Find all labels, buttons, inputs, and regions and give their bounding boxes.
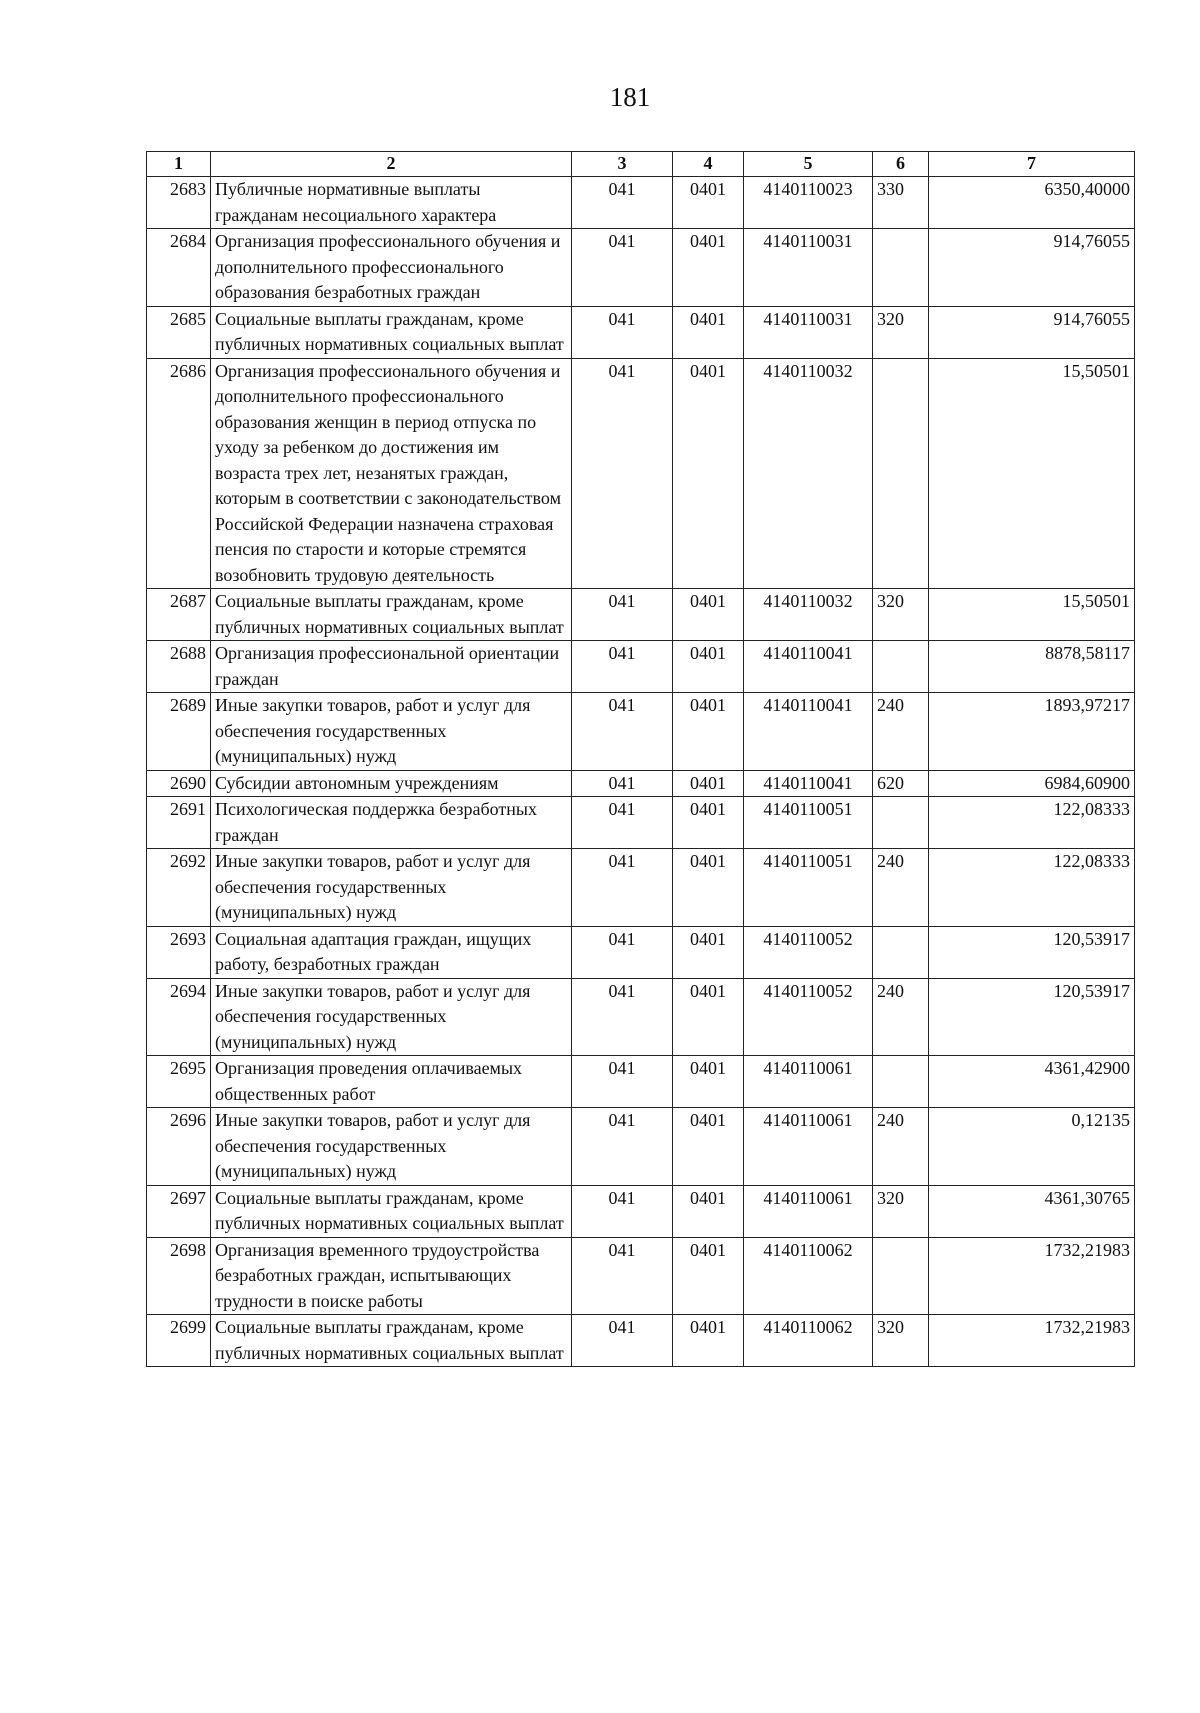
header-col-4: 4 <box>673 152 744 177</box>
header-col-3: 3 <box>572 152 673 177</box>
header-col-2: 2 <box>211 152 572 177</box>
row-code-4: 0401 <box>673 797 744 849</box>
row-description: Субсидии автономным учреждениям <box>211 770 572 797</box>
row-code-4: 0401 <box>673 1185 744 1237</box>
table-row <box>147 978 1135 1056</box>
row-code-3: 041 <box>572 693 673 771</box>
row-number: 2697 <box>147 1185 211 1237</box>
row-number: 2699 <box>147 1315 211 1367</box>
row-number: 2688 <box>147 641 211 693</box>
row-code-6: 620 <box>873 770 929 797</box>
row-code-3: 041 <box>572 1056 673 1108</box>
table-row <box>147 1315 1135 1367</box>
row-code-6: 320 <box>873 589 929 641</box>
row-code-4: 0401 <box>673 358 744 589</box>
row-description: Организация профессионального обучения и дополнительного профессионального образования женщин в период отпуска по уходу за ребенком до достижения им возраста трех лет, незанятых граждан, которым в соответствии с законодательством Российской Федерации назначена страховая пенсия по старости и которые стремятся возобновить трудовую деятельность <box>211 358 572 589</box>
row-description: Организация временного трудоустройства безработных граждан, испытывающих трудности в поиске работы <box>211 1237 572 1315</box>
row-code-5: 4140110062 <box>744 1237 873 1315</box>
row-code-6 <box>873 1056 929 1108</box>
row-amount: 120,53917 <box>929 978 1135 1056</box>
row-amount: 15,50501 <box>929 358 1135 589</box>
row-amount: 1732,21983 <box>929 1237 1135 1315</box>
row-code-6 <box>873 797 929 849</box>
row-amount: 122,08333 <box>929 849 1135 927</box>
row-code-4: 0401 <box>673 1315 744 1367</box>
row-code-3: 041 <box>572 978 673 1056</box>
row-code-6: 240 <box>873 693 929 771</box>
row-code-4: 0401 <box>673 1237 744 1315</box>
row-code-5: 4140110051 <box>744 797 873 849</box>
row-description: Социальные выплаты гражданам, кроме публичных нормативных социальных выплат <box>211 1315 572 1367</box>
row-description: Социальные выплаты гражданам, кроме публичных нормативных социальных выплат <box>211 1185 572 1237</box>
row-description: Социальные выплаты гражданам, кроме публичных нормативных социальных выплат <box>211 306 572 358</box>
row-code-3: 041 <box>572 641 673 693</box>
row-number: 2687 <box>147 589 211 641</box>
row-description: Иные закупки товаров, работ и услуг для обеспечения государственных (муниципальных) нужд <box>211 1108 572 1186</box>
row-amount: 914,76055 <box>929 229 1135 307</box>
row-number: 2691 <box>147 797 211 849</box>
row-code-6: 320 <box>873 1185 929 1237</box>
row-code-4: 0401 <box>673 978 744 1056</box>
header-col-1: 1 <box>147 152 211 177</box>
row-code-3: 041 <box>572 770 673 797</box>
row-code-6: 330 <box>873 177 929 229</box>
header-col-5: 5 <box>744 152 873 177</box>
header-col-6: 6 <box>873 152 929 177</box>
table-row <box>147 926 1135 978</box>
row-code-5: 4140110041 <box>744 641 873 693</box>
row-code-3: 041 <box>572 926 673 978</box>
row-code-5: 4140110023 <box>744 177 873 229</box>
row-code-3: 041 <box>572 1237 673 1315</box>
row-amount: 1732,21983 <box>929 1315 1135 1367</box>
row-number: 2698 <box>147 1237 211 1315</box>
row-number: 2689 <box>147 693 211 771</box>
table-row <box>147 693 1135 771</box>
table-row <box>147 1108 1135 1186</box>
table-row <box>147 770 1135 797</box>
table-row <box>147 306 1135 358</box>
table-row <box>147 1237 1135 1315</box>
row-number: 2684 <box>147 229 211 307</box>
row-number: 2685 <box>147 306 211 358</box>
row-code-5: 4140110061 <box>744 1056 873 1108</box>
row-amount: 4361,42900 <box>929 1056 1135 1108</box>
table-row <box>147 358 1135 589</box>
row-code-4: 0401 <box>673 770 744 797</box>
row-code-4: 0401 <box>673 306 744 358</box>
row-description: Организация профессионального обучения и дополнительного профессионального образования безработных граждан <box>211 229 572 307</box>
row-number: 2690 <box>147 770 211 797</box>
row-code-3: 041 <box>572 797 673 849</box>
row-description: Иные закупки товаров, работ и услуг для обеспечения государственных (муниципальных) нужд <box>211 849 572 927</box>
row-number: 2695 <box>147 1056 211 1108</box>
row-code-5: 4140110052 <box>744 926 873 978</box>
row-number: 2693 <box>147 926 211 978</box>
row-code-6: 320 <box>873 306 929 358</box>
row-number: 2696 <box>147 1108 211 1186</box>
row-code-6: 240 <box>873 1108 929 1186</box>
table-row <box>147 589 1135 641</box>
row-description: Организация профессиональной ориентации граждан <box>211 641 572 693</box>
row-code-5: 4140110062 <box>744 1315 873 1367</box>
row-code-3: 041 <box>572 358 673 589</box>
row-code-6 <box>873 358 929 589</box>
row-amount: 6350,40000 <box>929 177 1135 229</box>
row-amount: 1893,97217 <box>929 693 1135 771</box>
row-amount: 120,53917 <box>929 926 1135 978</box>
row-code-5: 4140110041 <box>744 770 873 797</box>
row-amount: 8878,58117 <box>929 641 1135 693</box>
row-description: Социальные выплаты гражданам, кроме публичных нормативных социальных выплат <box>211 589 572 641</box>
row-code-3: 041 <box>572 306 673 358</box>
table-row <box>147 849 1135 927</box>
row-code-6 <box>873 641 929 693</box>
row-amount: 914,76055 <box>929 306 1135 358</box>
row-amount: 122,08333 <box>929 797 1135 849</box>
row-code-5: 4140110061 <box>744 1185 873 1237</box>
table-row <box>147 177 1135 229</box>
budget-table <box>146 151 1135 1367</box>
row-amount: 6984,60900 <box>929 770 1135 797</box>
row-code-4: 0401 <box>673 1108 744 1186</box>
row-description: Иные закупки товаров, работ и услуг для обеспечения государственных (муниципальных) нужд <box>211 693 572 771</box>
table-row <box>147 797 1135 849</box>
row-code-4: 0401 <box>673 693 744 771</box>
row-code-3: 041 <box>572 849 673 927</box>
row-code-5: 4140110032 <box>744 589 873 641</box>
row-code-5: 4140110061 <box>744 1108 873 1186</box>
page-number: 181 <box>609 82 651 112</box>
row-code-4: 0401 <box>673 177 744 229</box>
row-number: 2683 <box>147 177 211 229</box>
row-code-4: 0401 <box>673 1056 744 1108</box>
row-code-6: 240 <box>873 849 929 927</box>
row-code-4: 0401 <box>673 589 744 641</box>
row-code-4: 0401 <box>673 926 744 978</box>
row-code-6: 320 <box>873 1315 929 1367</box>
table-row <box>147 229 1135 307</box>
row-code-3: 041 <box>572 229 673 307</box>
row-code-3: 041 <box>572 1315 673 1367</box>
row-number: 2686 <box>147 358 211 589</box>
row-description: Публичные нормативные выплаты гражданам несоциального характера <box>211 177 572 229</box>
row-description: Социальная адаптация граждан, ищущих работу, безработных граждан <box>211 926 572 978</box>
row-code-3: 041 <box>572 589 673 641</box>
row-code-5: 4140110052 <box>744 978 873 1056</box>
row-code-5: 4140110041 <box>744 693 873 771</box>
row-code-4: 0401 <box>673 849 744 927</box>
row-code-5: 4140110051 <box>744 849 873 927</box>
row-code-5: 4140110031 <box>744 229 873 307</box>
row-code-4: 0401 <box>673 229 744 307</box>
header-col-7: 7 <box>929 152 1135 177</box>
row-description: Организация проведения оплачиваемых общественных работ <box>211 1056 572 1108</box>
row-code-6: 240 <box>873 978 929 1056</box>
row-code-3: 041 <box>572 1185 673 1237</box>
header-row <box>147 152 1135 177</box>
row-description: Иные закупки товаров, работ и услуг для обеспечения государственных (муниципальных) нужд <box>211 978 572 1056</box>
row-code-3: 041 <box>572 177 673 229</box>
row-number: 2692 <box>147 849 211 927</box>
row-code-6 <box>873 229 929 307</box>
row-number: 2694 <box>147 978 211 1056</box>
row-code-5: 4140110032 <box>744 358 873 589</box>
row-amount: 15,50501 <box>929 589 1135 641</box>
row-code-4: 0401 <box>673 641 744 693</box>
row-code-3: 041 <box>572 1108 673 1186</box>
row-code-6 <box>873 926 929 978</box>
table-row <box>147 1185 1135 1237</box>
row-amount: 4361,30765 <box>929 1185 1135 1237</box>
table-row <box>147 641 1135 693</box>
row-code-5: 4140110031 <box>744 306 873 358</box>
row-code-6 <box>873 1237 929 1315</box>
row-description: Психологическая поддержка безработных граждан <box>211 797 572 849</box>
table-row <box>147 1056 1135 1108</box>
row-amount: 0,12135 <box>929 1108 1135 1186</box>
